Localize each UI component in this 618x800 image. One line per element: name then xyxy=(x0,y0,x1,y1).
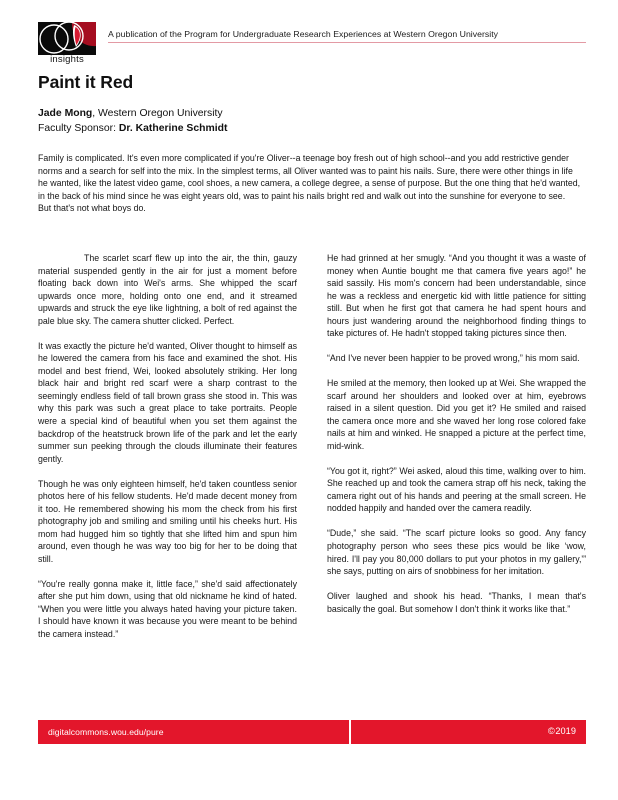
footer-divider xyxy=(349,720,351,744)
paragraph: Though he was only eighteen himself, he'd taken countless senior photos here of his fellow students. He'd made decent money from it too. He remembered showing his mom the check from his first photography job and smiling and smiling until his cheeks hurt. His mom had hugged him so tightly that she lifted him and spun him around, even though he was way too big for her to be doing that still. xyxy=(38,478,297,564)
sponsor-name: Dr. Katherine Schmidt xyxy=(118,122,228,134)
paragraph: He had grinned at her smugly. “And you thought it was a waste of money when Auntie bought me that camera five years ago!” he said sassily. His mom's concern had been understandable, since he was a reckless and energetic kid with little patience for sitting still. But when he first got that camera he had spent hours and hours just wandering around the neighborhood finding things to take pictures of. He hadn't stopped taking pictures since then. xyxy=(327,253,586,339)
paragraph: “Dude,” she said. “The scarf picture looks so good. Any fancy photography person who sees these pics would be like ‘wow, hired. I'll pay you 80,000 dollars to put your photos in my gallery,'” she says, putting on airs of snobbiness for her imitation. xyxy=(327,528,586,577)
copyright-icon: © xyxy=(547,725,555,737)
body-column-left xyxy=(38,252,297,653)
logo-wordmark: insights xyxy=(50,54,84,65)
footer-copyright xyxy=(548,726,576,736)
paragraph: “And I've never been happier to be proved wrong,” his mom said. xyxy=(327,353,580,364)
paragraph: It was exactly the picture he'd wanted, Oliver thought to himself as he lowered the camera from his face and examined the shot. His model and best friend, Wei, looked absolutely striking. Her long black hair and bright red scarf were a sharp contrast to the seemingly endless field of tall brown grass she stood in. This was why this park was such a great place to take portraits. People were a special kind of beautiful when you set them against the backdrop of the heatstruck brown life of the park and let the early summer sun peeking through the clouds illuminate their features gently. xyxy=(38,340,297,464)
paragraph: “You're really gonna make it, little face,” she'd said affectionately after she put him down, using that old nickname he kind of hated. “When you were little you always hated having your picture taken. I should have known it was because you were meant to be behind the camera instead.” xyxy=(38,578,297,639)
masthead-rule xyxy=(108,42,586,43)
pure-logo-mark xyxy=(38,22,96,55)
abstract-intro xyxy=(38,152,584,215)
intro-body: Family is complicated. It's even more complicated if you're Oliver--a teenage boy fresh out of high school--and you add restrictive gender norms and a search for self into the mix. In the simplest terms, all Oliver wanted was to paint his nails. Sure, there were other things in life he wanted, like the latest video game, cool shoes, a new camera, a college degree, a sense of purpose. But the one thing that he'd wanted, in the back of his mind since he was eight years old, was to paint his nails bright red and walk out into the sunshine for everyone to see. xyxy=(38,153,581,201)
byline-author-line xyxy=(38,107,227,122)
footer-bar xyxy=(38,720,586,744)
byline-sponsor-line xyxy=(38,122,227,137)
masthead-tagline-block xyxy=(108,29,586,43)
copyright-year: 2019 xyxy=(555,726,576,736)
intro-closing-line: But that's not what boys do. xyxy=(38,203,146,214)
paragraph: The scarlet scarf flew up into the air, the thin, gauzy material suspended gently in the air for just a moment before floating back down into Wei's arms. She whipped the scarf upwards once more, holding onto one end, and it streamed upwards and struck the eye like lightning, a bolt of red against the pale blue sky. The camera shutter clicked. Perfect. xyxy=(38,253,297,326)
body-column-right xyxy=(327,252,586,627)
paragraph: “You got it, right?” Wei asked, aloud this time, walking over to him. She reached up and took the camera strap off his neck, taking the camera right out of his hands and peering at the small screen. He nodded happily and handed over the camera readily. xyxy=(327,465,586,514)
masthead xyxy=(38,22,586,68)
byline xyxy=(38,107,227,136)
author-name: Jade Mong xyxy=(38,108,93,119)
logo-artwork-icon xyxy=(38,22,96,55)
footer-url[interactable]: digitalcommons.wou.edu/pure xyxy=(48,727,164,737)
author-affiliation: , Western Oregon University xyxy=(92,108,223,119)
paragraph: Oliver laughed and shook his head. “Thanks, I mean that's basically the goal. But somehow I don't think it works like that.” xyxy=(327,590,586,614)
masthead-tagline: A publication of the Program for Undergraduate Research Experiences at Western Oregon University xyxy=(108,29,498,39)
page-title: Paint it Red xyxy=(38,72,134,92)
sponsor-label: Faculty Sponsor: xyxy=(38,122,119,134)
pure-insights-logo xyxy=(38,22,96,68)
paragraph: He smiled at the memory, then looked up at Wei. She wrapped the scarf around her shoulders and looked over at him, eyebrows raised in a silent question. Did you get it? He smiled and raised the camera once more and she waved her long rose colored fake nails at him and winked. He snapped a picture at the perfect time, mid-wink. xyxy=(327,378,586,451)
